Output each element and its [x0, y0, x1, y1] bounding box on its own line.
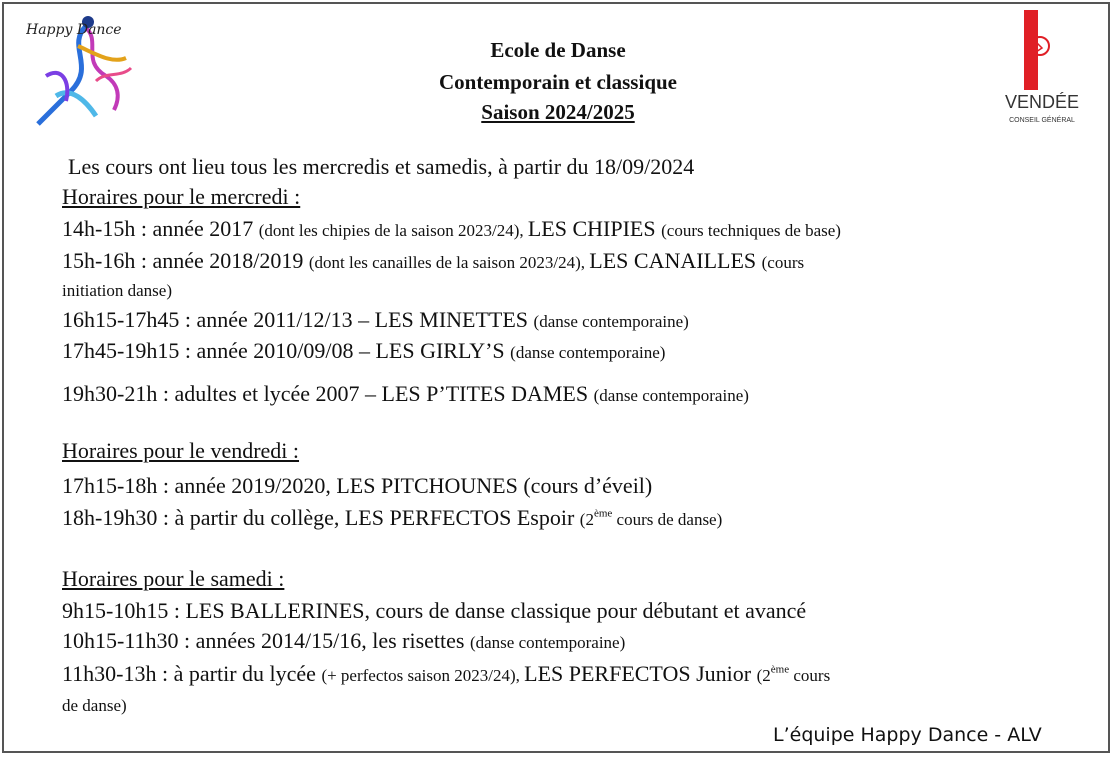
- wednesday-row-3: 16h15-17h45 : année 2011/12/13 – LES MINETTES (danse contemporaine): [62, 307, 689, 332]
- wednesday-row-4: 17h45-19h15 : année 2010/09/08 – LES GIRLY’S (danse contemporaine): [62, 338, 666, 363]
- svg-text:CONSEIL GÉNÉRAL: CONSEIL GÉNÉRAL: [1009, 117, 1075, 124]
- saturday-row-3: 11h30-13h : à partir du lycée (+ perfectos saison 2023/24), LES PERFECTOS Junior (2ème cours: [62, 661, 831, 686]
- friday-row-2: 18h-19h30 : à partir du collège, LES PERFECTOS Espoir (2ème cours de danse): [62, 505, 723, 530]
- friday-row-1: 17h15-18h : année 2019/2020, LES PITCHOUNES (cours d’éveil): [62, 473, 653, 498]
- vendee-logo: [992, 6, 1092, 130]
- saturday-title: Horaires pour le samedi :: [62, 566, 285, 591]
- intro-text: Les cours ont lieu tous les mercredis et samedis, à partir du 18/09/2024: [68, 154, 695, 179]
- wednesday-row-5: 19h30-21h : adultes et lycée 2007 – LES P’TITES DAMES (danse contemporaine): [62, 381, 749, 406]
- wednesday-row-1: 14h-15h : année 2017 (dont les chipies de la saison 2023/24), LES CHIPIES (cours techniques de base): [62, 216, 841, 241]
- svg-text:Happy Dance: Happy Dance: [26, 22, 122, 38]
- school-subtitle: Contemporain et classique: [439, 70, 677, 94]
- wednesday-row-2-cont: initiation danse): [62, 281, 173, 300]
- saturday-row-1: 9h15-10h15 : LES BALLERINES, cours de danse classique pour débutant et avancé: [62, 598, 807, 623]
- school-title: Ecole de Danse: [490, 38, 626, 62]
- happy-dance-logo: [26, 6, 146, 136]
- wednesday-row-2: 15h-16h : année 2018/2019 (dont les canailles de la saison 2023/24), LES CANAILLES (cours: [62, 248, 805, 273]
- wednesday-title: Horaires pour le mercredi :: [62, 184, 301, 209]
- friday-title: Horaires pour le vendredi :: [62, 438, 300, 463]
- saturday-row-3-cont: de danse): [62, 696, 127, 715]
- season-title: Saison 2024/2025: [481, 100, 635, 124]
- saturday-row-2: 10h15-11h30 : années 2014/15/16, les risettes (danse contemporaine): [62, 628, 626, 653]
- svg-text:VENDÉE: VENDÉE: [1004, 92, 1080, 112]
- signature: L’équipe Happy Dance - ALV: [773, 724, 1042, 746]
